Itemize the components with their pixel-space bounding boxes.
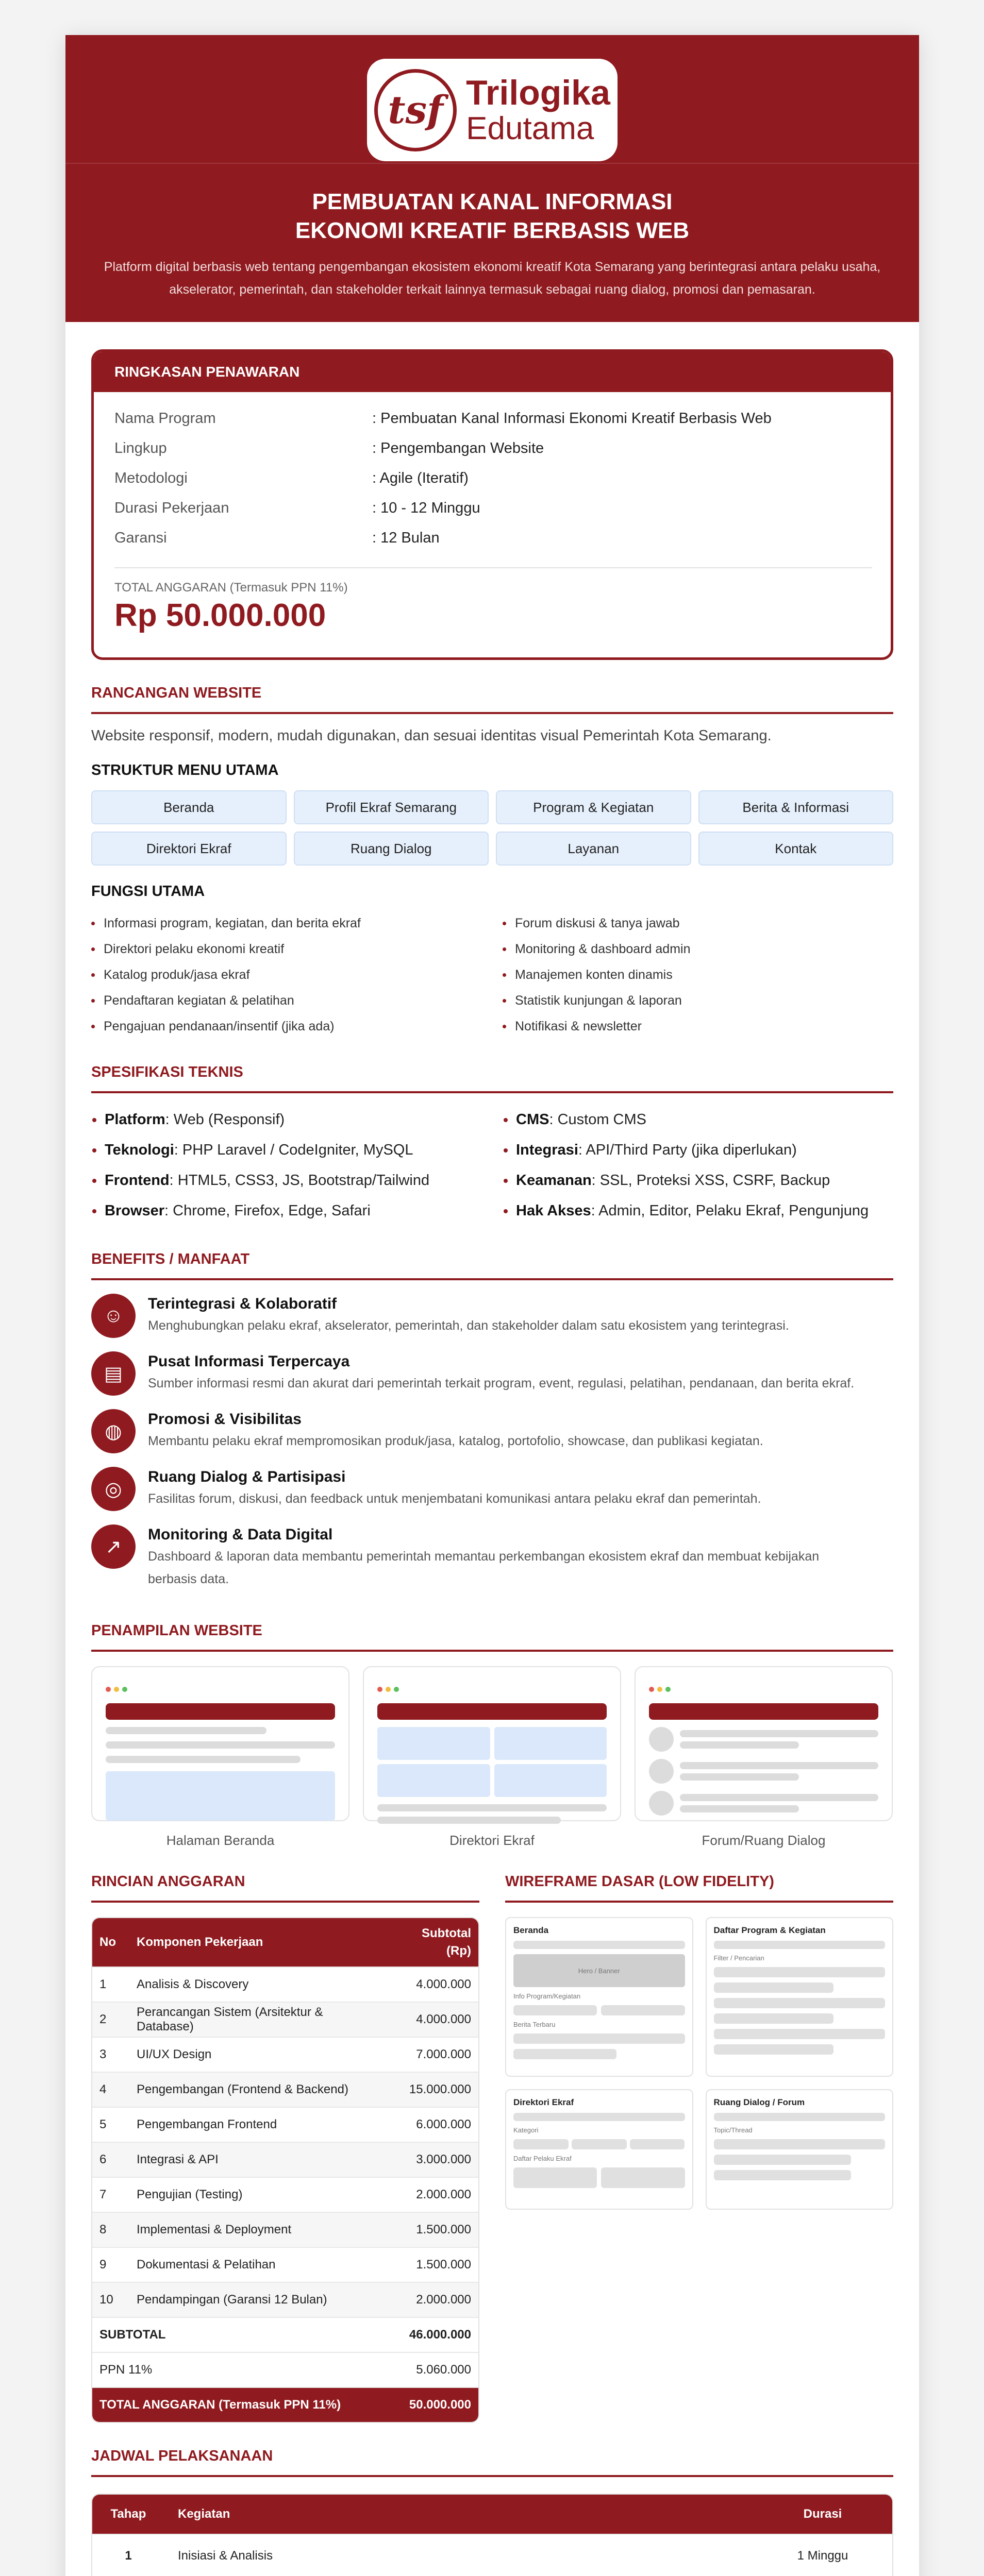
budget-label: TOTAL ANGGARAN (Termasuk PPN 11%) (114, 581, 348, 595)
benefit-body (148, 1294, 789, 1338)
summary-row (94, 433, 891, 463)
section-title-design: RANCANGAN WEBSITE (91, 685, 893, 714)
spec-value: : HTML5, CSS3, JS, Bootstrap/Tailwind (169, 1172, 430, 1189)
function-item: Notifikasi & newsletter (503, 1013, 893, 1039)
cell-no: 3 (92, 2037, 129, 2072)
menu-item[interactable]: Kontak (698, 832, 894, 866)
cell-component: Pendampingan (Garansi 12 Bulan) (129, 2282, 380, 2317)
spec-item (503, 1196, 893, 1226)
function-item: Katalog produk/jasa ekraf (91, 962, 482, 988)
menu-item[interactable]: Direktori Ekraf (91, 832, 287, 866)
design-description: Website responsif, modern, mudah digunakan, dan sesuai identitas visual Pemerintah Kota Semarang. (91, 727, 772, 744)
cell-no: 6 (92, 2142, 129, 2177)
table-row (92, 2002, 478, 2037)
cell-component: Pengujian (Testing) (129, 2177, 380, 2212)
cell-no: 2 (92, 2002, 129, 2037)
cell-subtotal: 1.500.000 (380, 2212, 478, 2247)
schedule-table (91, 2494, 893, 2576)
company-logo (367, 59, 618, 161)
proposal-page (65, 35, 919, 2576)
spec-item (91, 1105, 482, 1135)
trend-icon: ↗ (91, 1524, 136, 1569)
spec-value: : Custom CMS (549, 1111, 646, 1128)
row-label: PPN 11% (92, 2352, 380, 2387)
summary-key: Lingkup (114, 439, 167, 456)
cell-subtotal: 3.000.000 (380, 2142, 478, 2177)
benefit-item (91, 1351, 893, 1396)
benefit-item (91, 1294, 893, 1338)
summary-row (94, 523, 891, 553)
summary-value: : Pengembangan Website (372, 439, 544, 456)
wireframe-programs: Daftar Program & Kegiatan Filter / Pencarian (706, 1917, 894, 2077)
menu-item[interactable]: Berita & Informasi (698, 790, 894, 824)
cell-component: Integrasi & API (129, 2142, 380, 2177)
cell-subtotal: 4.000.000 (380, 1967, 478, 2002)
cell-no: 4 (92, 2072, 129, 2107)
benefit-title: Terintegrasi & Kolaboratif (148, 1295, 337, 1312)
cell-no: 1 (92, 1967, 129, 2002)
table-row (92, 1967, 478, 2002)
spec-list (91, 1105, 893, 1226)
benefit-item (91, 1524, 893, 1590)
benefit-title: Monitoring & Data Digital (148, 1526, 333, 1543)
ppn-row (92, 2352, 478, 2387)
spec-item (91, 1196, 482, 1226)
row-value: 46.000.000 (380, 2317, 478, 2352)
function-item: Manajemen konten dinamis (503, 962, 893, 988)
summary-value: : 12 Bulan (372, 529, 440, 546)
cell-subtotal: 6.000.000 (380, 2107, 478, 2142)
row-value: 50.000.000 (380, 2387, 478, 2422)
table-row (92, 2177, 478, 2212)
cell-no: 10 (92, 2282, 129, 2317)
col-header: Kegiatan (164, 2495, 753, 2534)
table-row (92, 2072, 478, 2107)
spec-value: : Web (Responsif) (165, 1111, 285, 1128)
logo-name-2: Edutama (466, 110, 594, 146)
function-item: Direktori pelaku ekonomi kreatif (91, 936, 482, 962)
cell-no: 9 (92, 2247, 129, 2282)
globe-icon: ◍ (91, 1409, 136, 1453)
menu-item[interactable]: Profil Ekraf Semarang (294, 790, 489, 824)
benefit-description: Sumber informasi resmi dan akurat dari pemerintah terkait program, event, regulasi, pelatihan, pendanaan, dan berita ekraf. (148, 1376, 855, 1391)
wireframe-forum: Ruang Dialog / Forum Topic/Thread (706, 2089, 894, 2210)
cell-component: Pengembangan Frontend (129, 2107, 380, 2142)
benefit-description: Dashboard & laporan data membantu pemerintah memantau perkembangan ekosistem ekraf dan membuat kebijakan (148, 1549, 820, 1564)
hero-header (65, 35, 919, 322)
cell-subtotal: 2.000.000 (380, 2177, 478, 2212)
functions-list (91, 910, 893, 1039)
function-item: Forum diskusi & tanya jawab (503, 910, 893, 936)
spec-value: : API/Third Party (jika diperlukan) (578, 1142, 797, 1158)
col-header: Subtotal (Rp) (380, 1918, 478, 1967)
logo-name-1: Trilogika (466, 73, 610, 113)
cell-component: Implementasi & Deployment (129, 2212, 380, 2247)
spec-key: Hak Akses (516, 1202, 591, 1219)
users-icon: ☺ (91, 1294, 136, 1338)
spec-value: : Chrome, Firefox, Edge, Safari (164, 1202, 371, 1219)
cell-activity: Inisiasi & Analisis (164, 2534, 753, 2576)
table-row (92, 2247, 478, 2282)
summary-value: : Agile (Iteratif) (372, 469, 469, 486)
benefit-body (148, 1409, 763, 1453)
cell-step: 1 (92, 2534, 164, 2576)
benefit-description: berbasis data. (148, 1572, 229, 1586)
spec-value: : SSL, Proteksi XSS, CSRF, Backup (591, 1172, 830, 1189)
section-title-wireframe: WIREFRAME DASAR (LOW FIDELITY) (505, 1873, 893, 1903)
spec-key: Teknologi (105, 1142, 174, 1158)
table-row (92, 2212, 478, 2247)
cell-component: UI/UX Design (129, 2037, 380, 2072)
cell-component: Perancangan Sistem (Arsitektur & Database) (129, 2002, 380, 2037)
benefit-body (148, 1467, 761, 1511)
showcase-caption: Halaman Beranda (166, 1833, 275, 1848)
budget-total: Rp 50.000.000 (114, 598, 326, 633)
benefit-body (148, 1524, 819, 1590)
hero-description: Platform digital berbasis web tentang pengembangan ekosistem ekonomi kreatif Kota Semarang yang berintegrasi antara pelaku usaha, akselerator, pemerintah, dan stakeholder terkait lainnya termasuk sebagai ruang dialog, promosi dan pemasaran. (104, 260, 881, 297)
benefit-title: Ruang Dialog & Partisipasi (148, 1468, 346, 1485)
col-header: Tahap (92, 2495, 164, 2534)
cell-component: Analisis & Discovery (129, 1967, 380, 2002)
cell-no: 8 (92, 2212, 129, 2247)
section-title-benefits: BENEFITS / MANFAAT (91, 1251, 893, 1280)
summary-key: Garansi (114, 529, 167, 546)
cell-no: 5 (92, 2107, 129, 2142)
cost-table (91, 1917, 479, 2423)
wireframe-grid (505, 1917, 893, 2210)
col-header: No (92, 1918, 129, 1967)
summary-value: : 10 - 12 Minggu (372, 499, 480, 516)
target-icon: ◎ (91, 1467, 136, 1511)
spec-item (91, 1135, 482, 1165)
total-row (92, 2387, 478, 2422)
document-icon: ▤ (91, 1351, 136, 1396)
hero-placeholder: Hero / Banner (513, 1954, 685, 1987)
summary-key: Durasi Pekerjaan (114, 499, 229, 516)
menu-item[interactable]: Layanan (496, 832, 691, 866)
spec-item (503, 1135, 893, 1165)
benefit-body (148, 1351, 854, 1396)
menu-grid (91, 790, 893, 866)
benefit-description: Membantu pelaku ekraf mempromosikan produk/jasa, katalog, portofolio, showcase, dan publikasi kegiatan. (148, 1434, 763, 1448)
section-title-spec: SPESIFIKASI TEKNIS (91, 1064, 893, 1093)
mockup-forum (635, 1666, 893, 1821)
summary-title: RINGKASAN PENAWARAN (94, 352, 891, 392)
logo-mark: tsf (374, 69, 457, 151)
wireframe-directory: Direktori Ekraf Kategori Daftar Pelaku Ekraf (505, 2089, 693, 2210)
function-item: Statistik kunjungan & laporan (503, 988, 893, 1013)
spec-key: CMS (516, 1111, 549, 1128)
subtotal-row (92, 2317, 478, 2352)
cell-subtotal: 1.500.000 (380, 2247, 478, 2282)
cell-no: 7 (92, 2177, 129, 2212)
spec-key: Integrasi (516, 1142, 578, 1158)
cell-subtotal: 4.000.000 (380, 2002, 478, 2037)
wireframe-home: Beranda Hero / Banner Info Program/Kegiatan Berita Terbaru (505, 1917, 693, 2077)
table-row (92, 2282, 478, 2317)
section-title-showcase: PENAMPILAN WEBSITE (91, 1622, 893, 1652)
divider (65, 163, 919, 164)
spec-key: Browser (105, 1202, 165, 1219)
mockup-directory (363, 1666, 621, 1821)
col-header: Komponen Pekerjaan (129, 1918, 380, 1967)
spec-key: Frontend (105, 1172, 170, 1189)
summary-card (91, 349, 893, 660)
cell-subtotal: 15.000.000 (380, 2072, 478, 2107)
benefit-item (91, 1467, 893, 1511)
cell-component: Dokumentasi & Pelatihan (129, 2247, 380, 2282)
col-header: Durasi (753, 2495, 892, 2534)
showcase-caption: Forum/Ruang Dialog (702, 1833, 826, 1848)
function-item: Pendaftaran kegiatan & pelatihan (91, 988, 482, 1013)
menu-title: STRUKTUR MENU UTAMA (91, 762, 279, 778)
spec-value: : PHP Laravel / CodeIgniter, MySQL (174, 1142, 413, 1158)
spec-item (503, 1105, 893, 1135)
mockup-home (91, 1666, 349, 1821)
showcase-caption: Direktori Ekraf (449, 1833, 535, 1848)
page-title: PEMBUATAN KANAL INFORMASI EKONOMI KREATIF BERBASIS WEB (295, 189, 690, 243)
benefit-description: Menghubungkan pelaku ekraf, akselerator, pemerintah, dan stakeholder dalam satu ekosistem yang terintegrasi. (148, 1318, 789, 1333)
section-title-schedule: JADWAL PELAKSANAAN (91, 2448, 893, 2477)
summary-value: : Pembuatan Kanal Informasi Ekonomi Kreatif Berbasis Web (372, 410, 772, 427)
function-item: Informasi program, kegiatan, dan berita ekraf (91, 910, 482, 936)
menu-item[interactable]: Ruang Dialog (294, 832, 489, 866)
benefit-title: Promosi & Visibilitas (148, 1411, 302, 1428)
functions-title: FUNGSI UTAMA (91, 883, 205, 900)
spec-item (503, 1165, 893, 1196)
menu-item[interactable]: Program & Kegiatan (496, 790, 691, 824)
benefit-description: Fasilitas forum, diskusi, dan feedback untuk menjembatani komunikasi antara pelaku ekraf dan pemerintah. (148, 1492, 761, 1506)
benefit-title: Pusat Informasi Terpercaya (148, 1353, 350, 1370)
showcase-grid (91, 1666, 893, 1849)
menu-item[interactable]: Beranda (91, 790, 287, 824)
cell-subtotal: 7.000.000 (380, 2037, 478, 2072)
cell-duration: 1 Minggu (753, 2534, 892, 2576)
summary-key: Metodologi (114, 469, 188, 486)
row-value: 5.060.000 (380, 2352, 478, 2387)
cell-subtotal: 2.000.000 (380, 2282, 478, 2317)
spec-item (91, 1165, 482, 1196)
row-label: SUBTOTAL (92, 2317, 380, 2352)
summary-row (94, 463, 891, 493)
spec-value: : Admin, Editor, Pelaku Ekraf, Pengunjung (591, 1202, 869, 1219)
function-item: Pengajuan pendanaan/insentif (jika ada) (91, 1013, 482, 1039)
row-label: TOTAL ANGGARAN (Termasuk PPN 11%) (92, 2387, 380, 2422)
function-item: Monitoring & dashboard admin (503, 936, 893, 962)
table-row (92, 2037, 478, 2072)
table-row (92, 2142, 478, 2177)
cell-component: Pengembangan (Frontend & Backend) (129, 2072, 380, 2107)
summary-key: Nama Program (114, 410, 216, 427)
spec-key: Keamanan (516, 1172, 592, 1189)
summary-row (94, 493, 891, 523)
summary-row (94, 403, 891, 433)
benefit-item (91, 1409, 893, 1453)
section-title-cost: RINCIAN ANGGARAN (91, 1873, 479, 1903)
table-row (92, 2534, 892, 2576)
table-row (92, 2107, 478, 2142)
spec-key: Platform (105, 1111, 165, 1128)
